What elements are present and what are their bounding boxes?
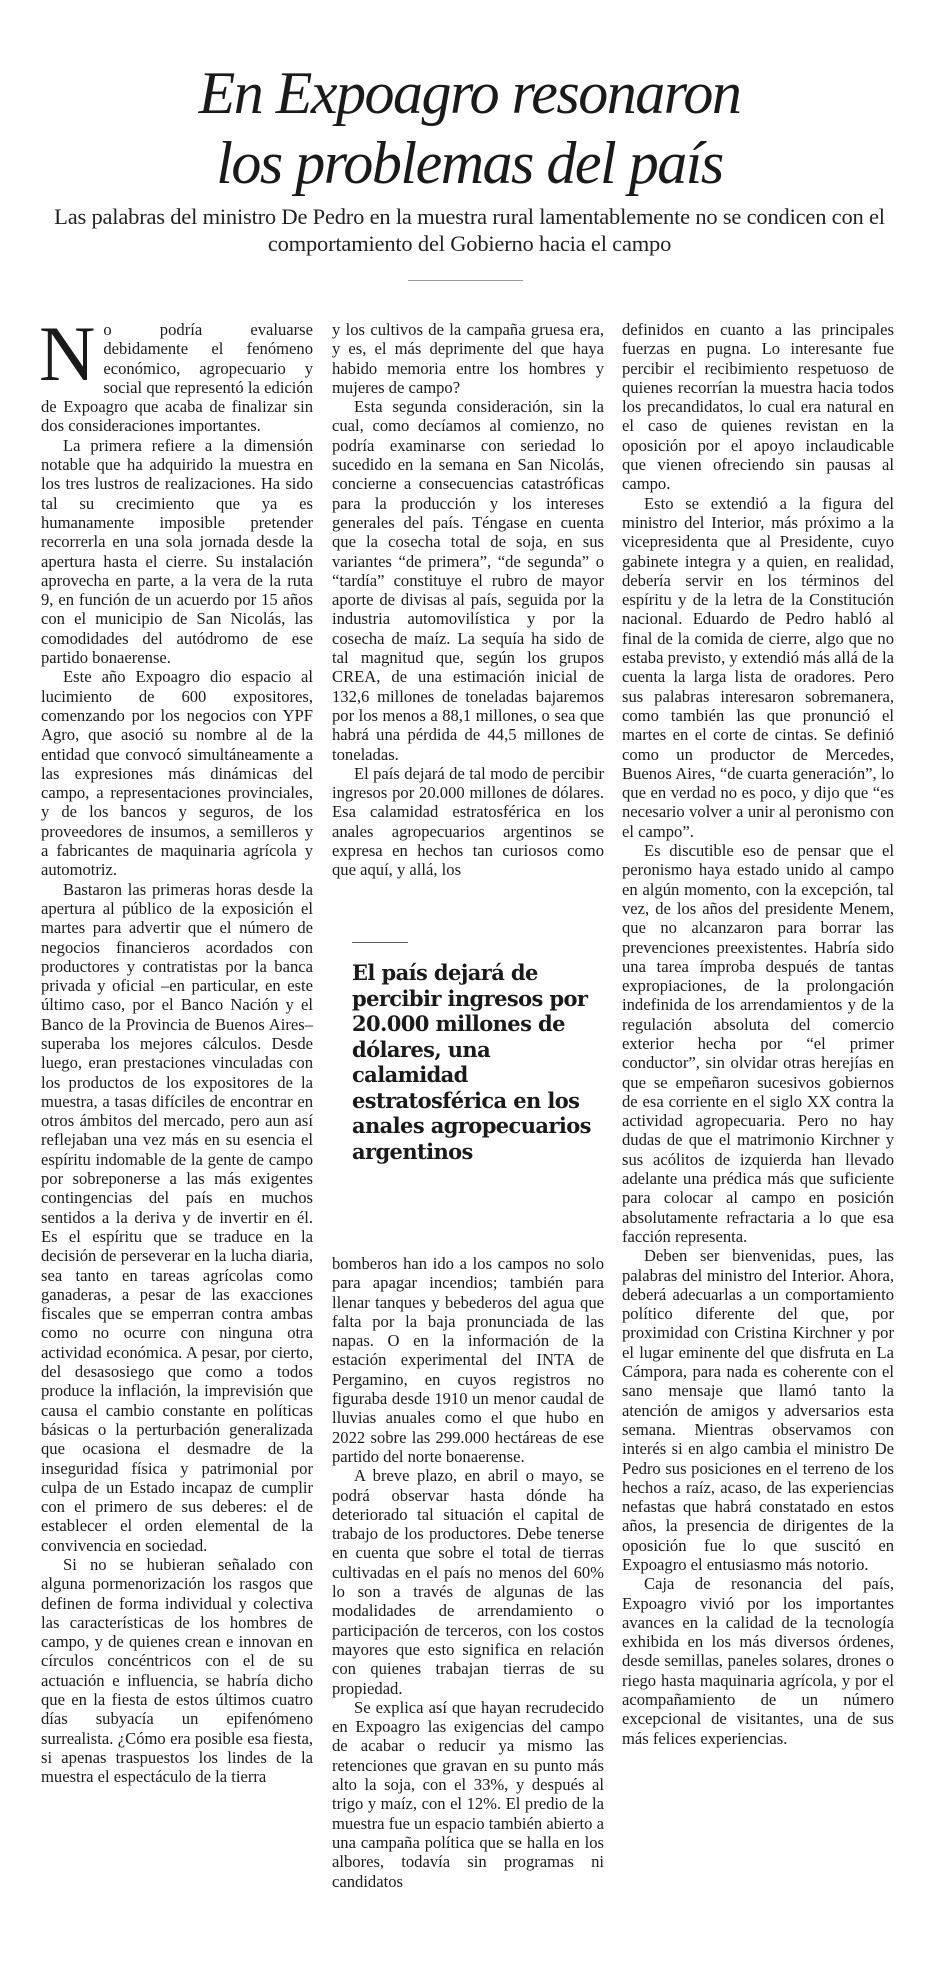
pullquote-divider [352, 942, 408, 943]
paragraph: A breve plazo, en abril o mayo, se podrá observar hasta dónde ha deteriorado tal situación el capital de trabajo de los productores. Debe tenerse en cuenta que sobre el total de tierras cultivadas en el país no menos del 60% lo son a través de algunas de las modalidades de arrendamiento o participación de terceros, con los costos mayores que esto significa en relación con quienes trabajan tierras de su propiedad. [332, 1466, 604, 1698]
paragraph: y los cultivos de la campaña gruesa era, y es, el más deprimente del que haya habido memoria entre los hombres y mujeres de campo? [332, 320, 604, 397]
headline-line-2: los problemas del país [216, 130, 723, 196]
column-1 [39, 310, 313, 1787]
paragraph: bomberos han ido a los campos no solo para apagar incendios; también para llenar tanques y bebederos del agua que falta por la baja pronunciada de las napas. O en la información de la estación experimental del INTA de Pergamino, en cuyos registros no figuraba desde 1910 un menor caudal de lluvias anuales como el que hubo en 2022 sobre las 299.000 hectáreas de ese partido del norte bonaerense. [332, 1254, 604, 1466]
paragraph: Si no se hubieran señalado con alguna pormenorización los rasgos que definen de forma individual y colectiva las características de los hombres de campo, y de quienes crean e innovan en círculos concéntricos con el de su actuación e influencia, se habría dicho que en la fiesta de estos últimos cuatro días subyacía un epifenómeno surrealista. ¿Cómo era posible esa fiesta, si apenas traspuestos los lindes de la muestra el espectáculo de la tierra [41, 1555, 313, 1787]
paragraph: Caja de resonancia del país, Expoagro vivió por los importantes avances en la calidad de la tecnología exhibida en los más diversos órdenes, desde semillas, paneles solares, drones o riego hasta maquinaria agrícola, y por el acompañamiento de un número excepcional de visitantes, una de sus más felices experiencias. [622, 1574, 894, 1748]
paragraph: Es discutible eso de pensar que el peronismo haya estado unido al campo en algún momento, con la excepción, tal vez, de los años del presidente Menem, que no alcanzaron para borrar las prevenciones preexistentes. Habría sido una tarea ímproba después de tantas expropiaciones, de la prolongación indefinida de los arrendamientos y de la regulación absoluta del comercio exterior hecha por “el primer conductor”, sin olvidar otras herejías en que se empeñaron sucesivos gobiernos de esa corriente en el siglo XX contra la actividad agropecuaria. Pero no hay dudas de que el matrimonio Kirchner y sus acólitos de izquierda han llevado adelante una prédica más que suficiente para colocar al campo en posición absolutamente refractaria a lo que esa facción representa. [622, 841, 894, 1246]
drop-cap: N [39, 310, 96, 397]
paragraph [39, 310, 313, 436]
title-divider [408, 280, 523, 281]
paragraph: Esto se extendió a la figura del ministro del Interior, más próximo a la vicepresidenta que al Presidente, cuyo gabinete integra y a quien, en realidad, debería servir en los términos del espíritu y de la letra de la Constitución nacional. Eduardo de Pedro habló al final de la comida de cierre, algo que no estaba previsto, y extendió más allá de la cuenta la larga lista de oradores. Pero sus palabras interesaron sobremanera, como también las que pronunció el martes en el corte de cintas. Se definió como un productor de Mercedes, Buenos Aires, “de cuarta generación”, lo que en verdad no es poco, y dijo que “es necesario volver a unir al peronismo con el campo”. [622, 493, 894, 841]
paragraph: Esta segunda consideración, sin la cual, como decíamos al comienzo, no podría examinarse con seriedad lo sucedido en la semana en San Nicolás, concierne a consecuencias catastróficas para la producción y los intereses generales del país. Téngase en cuenta que la cosecha total de soja, en sus variantes “de primera”, “de segunda” o “tardía” constituye el rubro de mayor aporte de divisas al país, seguida por la industria automovilística y por la cosecha de maíz. La sequía ha sido de tal magnitud que, según los grupos CREA, de una estimación inicial de 132,6 millones de toneladas bajaremos por los menos a 88,1 millones, o sea que habrá una pérdida de 44,5 millones de toneladas. [332, 397, 604, 764]
paragraph: El país dejará de tal modo de percibir ingresos por 20.000 millones de dólares. Esa calamidad estratosférica en los anales agropecuarios argentinos se expresa en hechos tan curiosos como que aquí, y allá, los [332, 763, 604, 880]
subheadline: Las palabras del ministro De Pedro en la muestra rural lamentablemente no se condicen con el comportamiento del Gobierno hacia el campo [54, 204, 885, 256]
paragraph: definidos en cuanto a las principales fuerzas en pugna. Lo interesante fue percibir el recibimiento respetuoso de quienes recorrían la muestra hacia todos los precandidatos, lo cual era natural en el caso de quienes revistan en la oposición por el apoyo inclaudicable que vienen ofreciendo sin pausas al campo. [622, 320, 894, 494]
column-2 [332, 320, 604, 880]
paragraph: Este año Expoagro dio espacio al lucimiento de 600 expositores, comenzando por los negocios con YPF Agro, que asoció su nombre al de la entidad que convocó simultáneamente a las expresiones más dinámicas del campo, a representaciones provinciales, y de los bancos y seguros, de los proveedores de insumos, a semilleros y a fabricantes de maquinaria agrícola y automotriz. [41, 667, 313, 880]
paragraph-text: o podría evaluarse debidamente el fenómeno económico, agropecuario y social que representó la edición de Expoagro que acaba de finalizar sin dos consideraciones importantes. [41, 320, 313, 436]
paragraph: Deben ser bienvenidas, pues, las palabras del ministro del Interior. Ahora, deberá adecuarlas a un comportamiento político diferente del que, por proximidad con Cristina Kirchner y por el lugar eminente del que disfruta en La Cámpora, para nada es coherente con el sano mensaje que llamó tanto la atención de amigos y adversarios esta semana. Mientras observamos con interés si en algo cambia el ministro De Pedro sus posiciones en el terreno de los hechos a raíz, acaso, de las experiencias nefastas que habrá constatado en estos años, la presencia de dirigentes de la oposición fue lo que suscitó en Expoagro el entusiasmo más notorio. [622, 1246, 894, 1574]
pullquote: El país dejará de percibir ingresos por 20.000 millones de dólares, una calamidad estratosférica en los anales agropecuarios argentinos [352, 960, 591, 1164]
paragraph: Se explica así que hayan recrudecido en Expoagro las exigencias del campo de acabar o reducir ya mismo las retenciones que gravan en su punto más alto la soja, con el 33%, y después al trigo y maíz, con el 12%. El predio de la muestra fue un espacio también abierto a una campaña política que se halla en los albores, todavía sin programas ni candidatos [332, 1697, 604, 1891]
headline-line-1: En Expoagro resonaron [198, 60, 741, 126]
paragraph: Bastaron las primeras horas desde la apertura al público de la exposición el martes para advertir que el número de negocios financieros acordados con productores y contratistas por la banca privada y oficial –en particular, en este último caso, por el Banco Nación y el Banco de la Provincia de Buenos Aires– superaba los mejores cálculos. Desde luego, eran prestaciones vinculadas con los productos de los expositores de la muestra, a tasas difíciles de encontrar en otros ámbitos del mercado, pero aun así reflejaban una vez más en su esencia el espíritu indomable de la gente de campo por sobreponerse a las más exigentes contingencias del país en muchos sentidos a la deriva y de invertir en él. Es el espíritu que se traduce en la decisión de perseverar en la lucha diaria, sea tanto en tareas agrícolas como ganaderas, a pesar de las exacciones fiscales que se emperran contra ambas como no ocurre con ninguna otra actividad económica. A pesar, por cierto, del desasosiego que como a todos produce la inflación, la imprevisión que causa el cambio constante en políticas básicas o la perturbación generalizada que ocasiona el desmadre de la inseguridad física y patrimonial por culpa de un Estado incapaz de cumplir con el primero de sus deberes: el de establecer el orden elemental de la convivencia en sociedad. [41, 879, 313, 1555]
headline [0, 58, 939, 198]
column-3 [622, 320, 894, 1748]
paragraph: La primera refiere a la dimensión notable que ha adquirido la muestra en los tres lustros de realizaciones. Ha sido tal su crecimiento que ya es humanamente imposible pretender recorrerla en una sola jornada desde la apertura hasta el cierre. Su instalación aprovecha en parte, a la vera de la ruta 9, en función de un acuerdo por 15 años con el municipio de San Nicolás, las comodidades del autódromo de ese partido bonaerense. [41, 435, 313, 668]
column-2-continued [332, 1254, 604, 1891]
